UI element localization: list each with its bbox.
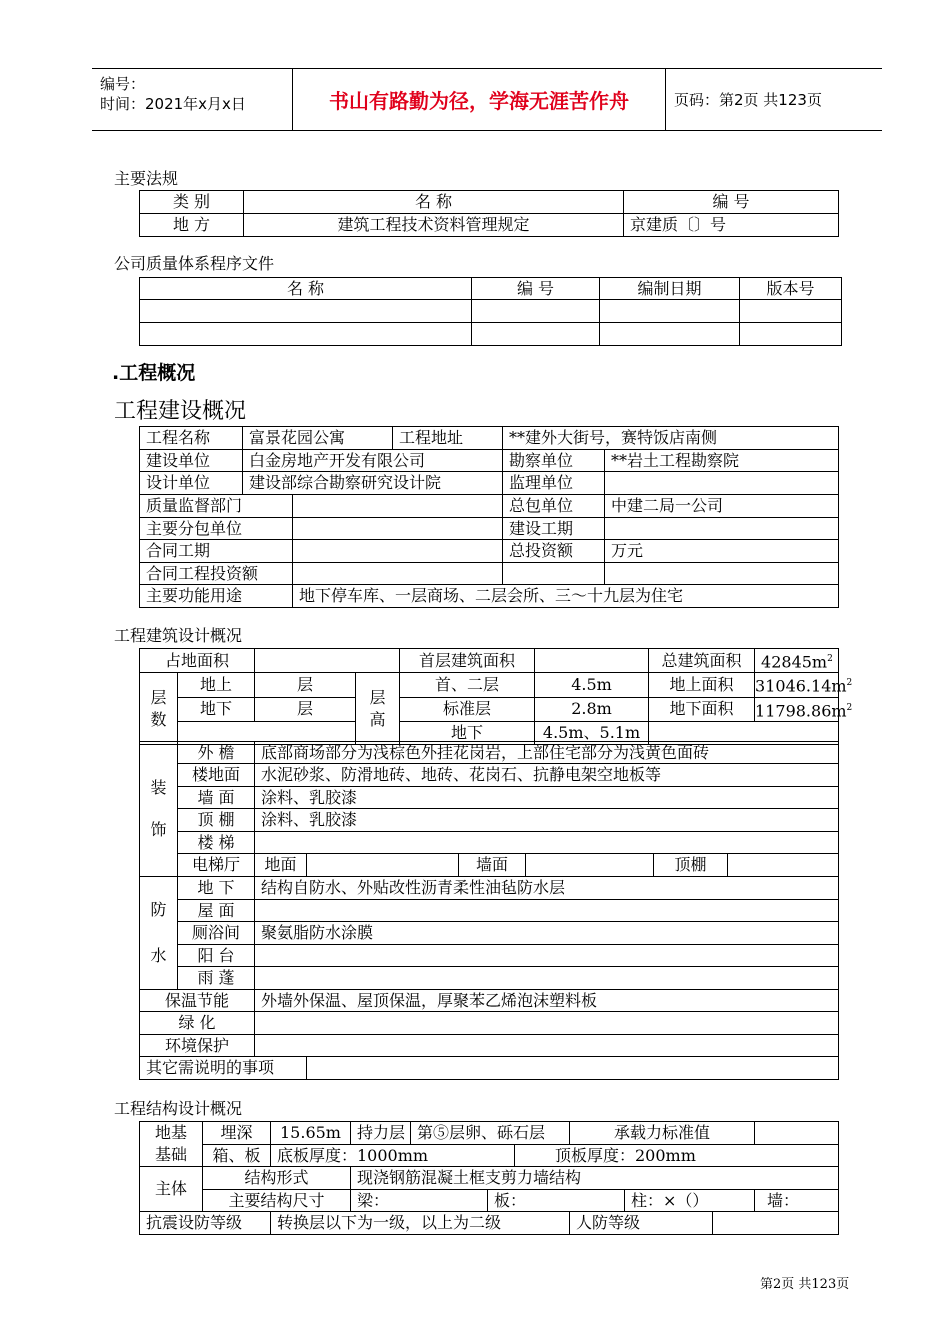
contract-period-label: 合同工期 — [140, 540, 293, 563]
function-label: 主要功能用途 — [140, 585, 293, 608]
deco-item-value: 涂料、乳胶漆 — [255, 809, 839, 832]
overview-subheading: 工程建设概况 — [114, 399, 247, 424]
above-label: 地上 — [178, 673, 255, 697]
laws-header-type: 类 别 — [140, 191, 244, 214]
size-label: 主要结构尺寸 — [203, 1190, 351, 1212]
quality — [293, 495, 503, 518]
overview-table — [139, 426, 839, 608]
wp-item-value — [255, 945, 839, 967]
foundation-label-1: 地基 — [154, 1123, 187, 1142]
height-label — [356, 673, 400, 745]
box-label: 箱、板 — [203, 1145, 271, 1167]
project-name: 富景花园公寓 — [243, 427, 393, 450]
bottom-thickness: 底板厚度：1000mm — [271, 1145, 515, 1167]
elev-ceiling-label: 顶棚 — [654, 854, 728, 877]
h3: 4.5m、5.1m — [535, 721, 649, 744]
laws-title: 主要法规 — [114, 169, 179, 188]
qms-header-date: 编制日期 — [600, 278, 740, 300]
form-label: 结构形式 — [203, 1167, 351, 1190]
qms-header-name: 名 称 — [140, 278, 472, 300]
header-motto-cell — [293, 69, 666, 130]
struct-table — [139, 1121, 839, 1235]
wall: 墙： — [755, 1190, 839, 1212]
deco-label-1: 装 — [150, 778, 167, 797]
wp-item-value: 结构自防水、外贴改性沥青柔性油毡防水层 — [255, 877, 839, 900]
builder: 白金房地产开发有限公司 — [243, 450, 503, 472]
first-floor-area — [535, 649, 649, 673]
qms-cell — [740, 323, 842, 346]
capacity-label: 承载力标准值 — [570, 1122, 755, 1145]
wp-item-value: 聚氨脂防水涂膜 — [255, 922, 839, 945]
deco-item-label: 外 檐 — [178, 742, 255, 764]
header-page-cell — [666, 69, 882, 130]
elev-wall — [526, 854, 654, 877]
deco-item-label: 墙 面 — [178, 787, 255, 809]
top-thickness: 顶板厚度：200mm — [515, 1145, 839, 1167]
env — [255, 1035, 839, 1057]
above-unit: 层 — [255, 673, 356, 697]
elevator-hall-label: 电梯厅 — [178, 854, 255, 877]
qms-cell — [600, 323, 740, 346]
section-heading: .工程概况 — [112, 362, 196, 384]
h1-label: 首、二层 — [400, 673, 535, 697]
sup: 2 — [846, 702, 853, 713]
number-label: 编号： — [100, 75, 146, 93]
deco-item-value: 底部商场部分为浅棕色外挂花岗岩，上部住宅部分为浅黄色面砖 — [255, 742, 839, 764]
page-header — [92, 68, 882, 131]
seismic-label: 抗震设防等级 — [140, 1212, 271, 1235]
laws-table — [139, 190, 839, 237]
insulation: 外墙外保温、屋顶保温，厚聚苯乙烯泡沫塑料板 — [255, 990, 839, 1012]
beam: 梁： — [351, 1190, 488, 1212]
address: **建外大街号，赛特饭店南侧 — [503, 427, 839, 450]
qms-header-version: 版本号 — [740, 278, 842, 300]
height-label-text: 层高 — [369, 687, 386, 729]
total-area-value: 42845m — [761, 652, 828, 672]
address-label: 工程地址 — [393, 427, 503, 450]
greening — [255, 1012, 839, 1035]
deco-item-label: 楼 梯 — [178, 832, 255, 854]
footer-page: 第2页 共123页 — [760, 1277, 850, 1292]
elev-floor-label: 地面 — [255, 854, 307, 877]
survey: **岩土工程勘察院 — [605, 450, 839, 472]
wp-item-value — [255, 967, 839, 990]
deco-item-value: 涂料、乳胶漆 — [255, 787, 839, 809]
deco-item-label: 楼地面 — [178, 764, 255, 787]
bearing-layer: 第⑤层卵、砾石层 — [411, 1122, 570, 1145]
greening-label: 绿 化 — [140, 1012, 255, 1035]
column: 柱：×（） — [625, 1190, 755, 1212]
floors-label — [140, 673, 178, 745]
function: 地下停车库、一层商场、二层会所、三～十九层为住宅 — [293, 585, 839, 608]
bearing-layer-label: 持力层 — [351, 1122, 411, 1145]
deco-item-value: 水泥砂浆、防滑地砖、地砖、花岗石、抗静电架空地板等 — [255, 764, 839, 787]
laws-name: 建筑工程技术资料管理规定 — [244, 214, 624, 237]
below-area — [755, 697, 853, 721]
qms-table — [139, 277, 842, 346]
site-area-label: 占地面积 — [140, 649, 255, 673]
time-label: 时间：2021年x月x日 — [100, 95, 246, 113]
builder-label: 建设单位 — [140, 450, 243, 472]
qms-cell — [472, 323, 600, 346]
qms-title: 公司质量体系程序文件 — [114, 254, 275, 273]
env-label: 环境保护 — [140, 1035, 255, 1057]
investment: 万元 — [605, 540, 839, 563]
motto: 书山有路勤为径，学海无涯苦作舟 — [329, 89, 629, 113]
h3-label: 地下 — [400, 721, 535, 744]
period — [605, 518, 839, 540]
laws-type: 地 方 — [140, 214, 244, 237]
other-label: 其它需说明的事项 — [140, 1057, 307, 1080]
qms-cell — [600, 300, 740, 323]
header-meta — [92, 69, 293, 130]
qms-cell — [140, 300, 472, 323]
arch-detail-table — [139, 741, 839, 1080]
contract-investment — [293, 563, 503, 585]
wp-item-label: 雨 蓬 — [178, 967, 255, 990]
below-label: 地下 — [178, 697, 255, 721]
above-area — [755, 673, 853, 697]
deco-item-value — [255, 832, 839, 854]
above-area-label: 地上面积 — [649, 673, 755, 697]
qms-cell — [740, 300, 842, 323]
blank-cell — [605, 563, 839, 585]
depth: 15.65m — [271, 1122, 351, 1145]
elev-floor — [307, 854, 459, 877]
sup: 2 — [846, 678, 853, 689]
slab: 板： — [488, 1190, 625, 1212]
main-label: 主体 — [140, 1167, 203, 1212]
depth-label: 埋深 — [203, 1122, 271, 1145]
laws-number: 京建质〔〕号 — [624, 214, 839, 237]
wp-item-label: 厕浴间 — [178, 922, 255, 945]
arch-area-table — [139, 648, 853, 745]
quality-label: 质量监督部门 — [140, 495, 293, 518]
qms-cell — [140, 323, 472, 346]
period-label: 建设工期 — [503, 518, 605, 540]
first-floor-area-label: 首层建筑面积 — [400, 649, 535, 673]
elev-wall-label: 墙面 — [459, 854, 526, 877]
other — [307, 1057, 839, 1080]
site-area — [255, 649, 400, 673]
total-area — [755, 649, 839, 673]
wp-item-label: 屋 面 — [178, 900, 255, 922]
contract-period — [293, 540, 503, 563]
wp-item-label: 地 下 — [178, 877, 255, 900]
h2: 2.8m — [535, 697, 649, 721]
total-area-label: 总建筑面积 — [649, 649, 755, 673]
foundation-label-2: 基础 — [154, 1145, 187, 1164]
blank-cell — [503, 563, 605, 585]
qms-cell — [472, 300, 600, 323]
contractor: 中建二局一公司 — [605, 495, 839, 518]
elev-ceiling — [728, 854, 839, 877]
laws-header-number: 编 号 — [624, 191, 839, 214]
investment-label: 总投资额 — [503, 540, 605, 563]
laws-header-name: 名 称 — [244, 191, 624, 214]
foundation-label — [140, 1122, 203, 1167]
form: 现浇钢筋混凝土框支剪力墙结构 — [351, 1167, 839, 1190]
page-label: 页码：第2页 共123页 — [674, 91, 822, 109]
seismic: 转换层以下为一级，以上为二级 — [271, 1212, 570, 1235]
below-unit: 层 — [255, 697, 356, 721]
wp-item-label: 阳 台 — [178, 945, 255, 967]
wp-label-1: 防 — [150, 900, 167, 919]
sub — [293, 518, 503, 540]
arch-title: 工程建筑设计概况 — [114, 626, 243, 645]
wp-label-2: 水 — [150, 946, 167, 965]
civil-defense-label: 人防等级 — [570, 1212, 713, 1235]
below-area-value: 11798.86m — [755, 700, 847, 720]
sub-label: 主要分包单位 — [140, 518, 293, 540]
struct-title: 工程结构设计概况 — [114, 1099, 243, 1118]
supervisor-label: 监理单位 — [503, 472, 605, 495]
insulation-label: 保温节能 — [140, 990, 255, 1012]
deco-item-label: 顶 棚 — [178, 809, 255, 832]
h2-label: 标准层 — [400, 697, 535, 721]
designer: 建设部综合勘察研究设计院 — [243, 472, 503, 495]
deco-label-2: 饰 — [150, 820, 167, 839]
survey-label: 勘察单位 — [503, 450, 605, 472]
contractor-label: 总包单位 — [503, 495, 605, 518]
supervisor — [605, 472, 839, 495]
project-name-label: 工程名称 — [140, 427, 243, 450]
capacity — [755, 1122, 839, 1145]
qms-header-number: 编 号 — [472, 278, 600, 300]
civil-defense — [713, 1212, 839, 1235]
wp-item-value — [255, 900, 839, 922]
deco-label — [140, 742, 178, 877]
designer-label: 设计单位 — [140, 472, 243, 495]
contract-investment-label: 合同工程投资额 — [140, 563, 293, 585]
above-area-value: 31046.14m — [755, 676, 847, 696]
below-area-label: 地下面积 — [649, 697, 755, 721]
sup: 2 — [827, 654, 833, 664]
floors-label-text: 层数 — [150, 687, 167, 729]
h1: 4.5m — [535, 673, 649, 697]
wp-label — [140, 877, 178, 990]
